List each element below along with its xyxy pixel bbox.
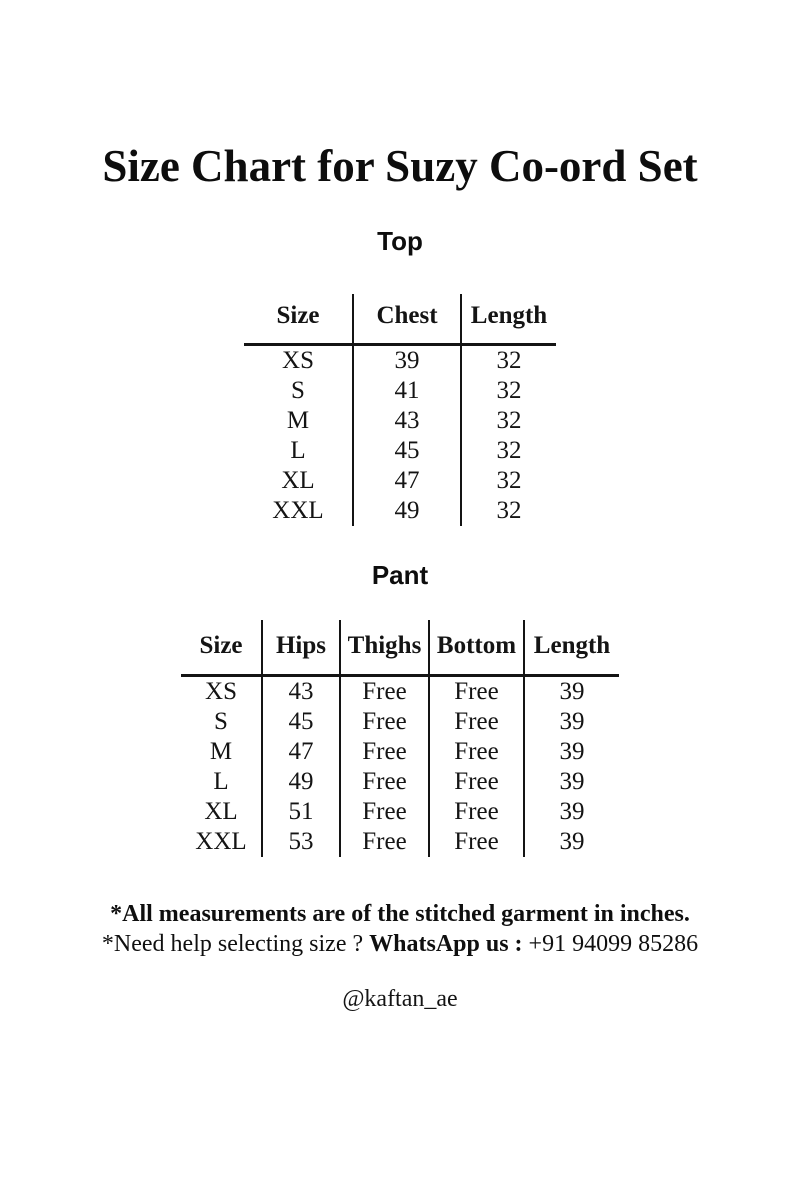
- table-cell: Free: [340, 797, 429, 827]
- help-note: [0, 929, 800, 959]
- table-row: [244, 436, 556, 466]
- table-cell: Free: [429, 707, 524, 737]
- table-cell: XS: [205, 678, 237, 705]
- measurements-note: *All measurements are of the stitched garment in inches.: [110, 901, 690, 927]
- table-cell: Free: [340, 767, 429, 797]
- table-cell: XL: [204, 798, 238, 825]
- table-cell: 32: [461, 406, 556, 436]
- pant-size-section: [0, 560, 800, 857]
- table-cell: 39: [353, 345, 461, 377]
- table-cell: 39: [524, 827, 619, 857]
- column-header: Thighs: [340, 620, 429, 676]
- column-header: Length: [524, 620, 619, 676]
- table-cell: Free: [340, 737, 429, 767]
- table-cell: Free: [429, 676, 524, 708]
- table-cell: 39: [524, 767, 619, 797]
- table-cell: 39: [524, 797, 619, 827]
- help-note-text: *Need help selecting size ?: [101, 931, 370, 957]
- table-row: [244, 466, 556, 496]
- table-row: [244, 496, 556, 526]
- table-cell: Free: [340, 676, 429, 708]
- table-cell: 32: [461, 376, 556, 406]
- instagram-handle: @kaftan_ae: [342, 986, 458, 1012]
- table-cell: XS: [282, 347, 314, 374]
- header-row: [181, 620, 619, 676]
- table-row: [181, 737, 619, 767]
- table-row: [181, 797, 619, 827]
- pant-size-table: [181, 620, 619, 857]
- table-cell: Free: [429, 767, 524, 797]
- table-cell: Free: [340, 707, 429, 737]
- column-header: Size: [181, 620, 262, 676]
- table-cell: 45: [262, 707, 340, 737]
- whatsapp-number: +91 94099 85286: [528, 931, 699, 957]
- table-row: [181, 707, 619, 737]
- table-cell: 39: [524, 737, 619, 767]
- table-row: [181, 767, 619, 797]
- table-cell: M: [286, 407, 310, 434]
- table-row: [244, 345, 556, 377]
- table-row: [244, 376, 556, 406]
- table-cell: 53: [262, 827, 340, 857]
- table-cell: 39: [524, 676, 619, 708]
- top-size-section: [0, 226, 800, 526]
- table-cell: 32: [461, 345, 556, 377]
- header-row: [244, 294, 556, 345]
- table-cell: 32: [461, 496, 556, 526]
- table-cell: 43: [353, 406, 461, 436]
- table-cell: Free: [340, 827, 429, 857]
- top-size-table: [244, 294, 556, 526]
- column-header: Length: [461, 294, 556, 345]
- table-cell: S: [214, 708, 228, 735]
- table-cell: 49: [262, 767, 340, 797]
- table-cell: 39: [524, 707, 619, 737]
- column-header: Chest: [353, 294, 461, 345]
- table-row: [181, 676, 619, 708]
- table-cell: 32: [461, 436, 556, 466]
- table-cell: 32: [461, 466, 556, 496]
- table-cell: 47: [262, 737, 340, 767]
- table-cell: S: [291, 377, 305, 404]
- table-cell: Free: [429, 827, 524, 857]
- table-cell: XL: [281, 467, 315, 494]
- column-header: Size: [244, 294, 353, 345]
- table-cell: Free: [429, 797, 524, 827]
- table-row: [244, 406, 556, 436]
- table-cell: 45: [353, 436, 461, 466]
- table-cell: L: [213, 768, 229, 795]
- table-cell: L: [290, 437, 306, 464]
- table-cell: 43: [262, 676, 340, 708]
- table-cell: 41: [353, 376, 461, 406]
- table-cell: XXL: [272, 497, 324, 524]
- table-row: [181, 827, 619, 857]
- whatsapp-label: WhatsApp us :: [369, 931, 529, 957]
- table-cell: 49: [353, 496, 461, 526]
- table-cell: XXL: [195, 828, 247, 855]
- table-cell: 47: [353, 466, 461, 496]
- table-cell: M: [209, 738, 233, 765]
- top-section-label: Top: [377, 226, 423, 256]
- footer-notes: [0, 899, 800, 959]
- pant-section-label: Pant: [371, 560, 429, 590]
- column-header: Hips: [262, 620, 340, 676]
- table-cell: 51: [262, 797, 340, 827]
- page-title: Size Chart for Suzy Co-ord Set: [102, 141, 698, 191]
- column-header: Bottom: [429, 620, 524, 676]
- table-cell: Free: [429, 737, 524, 767]
